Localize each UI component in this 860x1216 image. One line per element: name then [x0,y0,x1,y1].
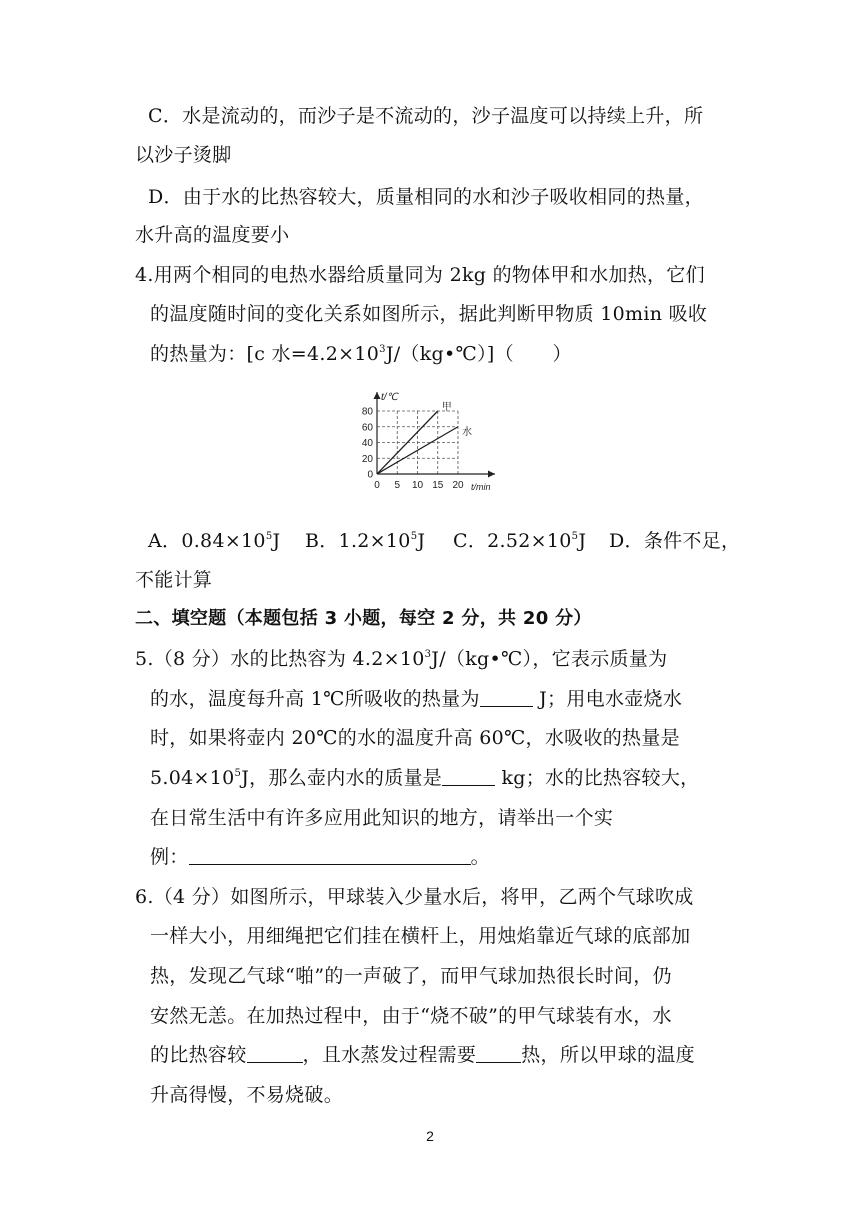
q5-line4: $5.04\times 10^5J$，那么壶内水的质量是 kg；水的比热容较大， [150,767,700,789]
q4-option-b: B．$1.2\times 10^5J$ [305,530,426,552]
q6-line6: 升高得慢，不易烧破。 [150,1084,344,1106]
q3-option-d-line2: 水升高的温度要小 [135,224,290,246]
q5-blank-example[interactable] [189,844,471,865]
q6-blank-capacity[interactable] [247,1042,303,1063]
series-label-jia: 甲 [441,402,452,413]
q6-line3: 热，发现乙气球“啪”的一声破了，而甲气球加热很长时间，仍 [150,965,672,987]
q6-line2: 一样大小，用细绳把它们挂在横杆上，用烛焰靠近气球的底部加 [150,925,691,947]
q4-option-d-cont: 不能计算 [135,569,213,591]
section-heading: 二、填空题（本题包括 3 小题，每空 2 分，共 20 分） [135,608,592,629]
q5-line1: 5.（8 分）水的比热容为 $4.2\times 10^3J/(kg•℃)$，它表示质量为 [135,648,668,670]
y-tick-label: 80 [361,406,373,418]
q4-stem-line3: 的热量为：[c 水$=4.2\times 10^3J/(kg•℃)$]（ ） [150,343,572,365]
x-tick-label: 10 [411,480,424,491]
q5-line5: 在日常生活中有许多应用此知识的地方，请举出一个实 [150,807,614,829]
temperature-time-chart [340,384,510,504]
chart-grid [377,411,458,474]
q6-line5: 的比热容较 ，且水蒸发过程需要 热，所以甲球的温度 [150,1044,695,1066]
q5-line3: 时，如果将壶内 20℃的水的温度升高 60℃，水吸收的热量是 [150,727,680,749]
series-label-water: 水 [462,426,472,438]
q5-line6: 例： 。 [150,846,490,868]
q4-option-c: C．$2.52\times 10^5J$ [453,530,587,552]
page-number: 2 [426,1128,434,1144]
q5-blank-heat[interactable] [480,686,533,707]
q6-line4: 安然无恙。在加热过程中，由于“烧不破”的甲气球装有水，水 [150,1005,672,1027]
q5-blank-mass[interactable] [442,765,495,786]
x-tick-label: 5 [394,480,401,491]
y-tick-label: 40 [361,438,373,449]
x-tick-label: 20 [452,480,464,491]
q4-stem-line2: 的温度随时间的变化关系如图所示，据此判断甲物质 10min 吸收 [150,303,708,325]
y-tick-label: 20 [361,453,373,465]
q3-option-c-line2: 以沙子烫脚 [135,144,232,166]
y-axis-label: t/℃ [381,392,398,403]
q5-line2: 的水，温度每升高 1℃所吸收的热量为 J；用电水壶烧水 [150,688,683,710]
x-axis-label: t/min [471,482,491,492]
y-tick-label: 60 [361,422,373,434]
y-tick-label: 0 [367,469,373,481]
q4-option-a: A．$0.84\times 10^5J$ [148,530,281,552]
q6-blank-heat[interactable] [476,1042,521,1063]
q3-option-c-line1: C．水是流动的，而沙子是不流动的，沙子温度可以持续上升，所 [148,105,704,127]
x-tick-label: 15 [432,480,444,491]
q6-line1: 6.（4 分）如图所示，甲球装入少量水后，将甲，乙两个气球吹成 [135,886,694,908]
q4-stem-line1: 4.用两个相同的电热水器给质量同为 2kg 的物体甲和水加热，它们 [135,264,705,286]
q4-option-d: D．条件不足， [609,530,741,552]
x-tick-label: 0 [374,480,380,491]
q3-option-d-line1: D．由于水的比热容较大，质量相同的水和沙子吸收相同的热量， [148,186,704,208]
